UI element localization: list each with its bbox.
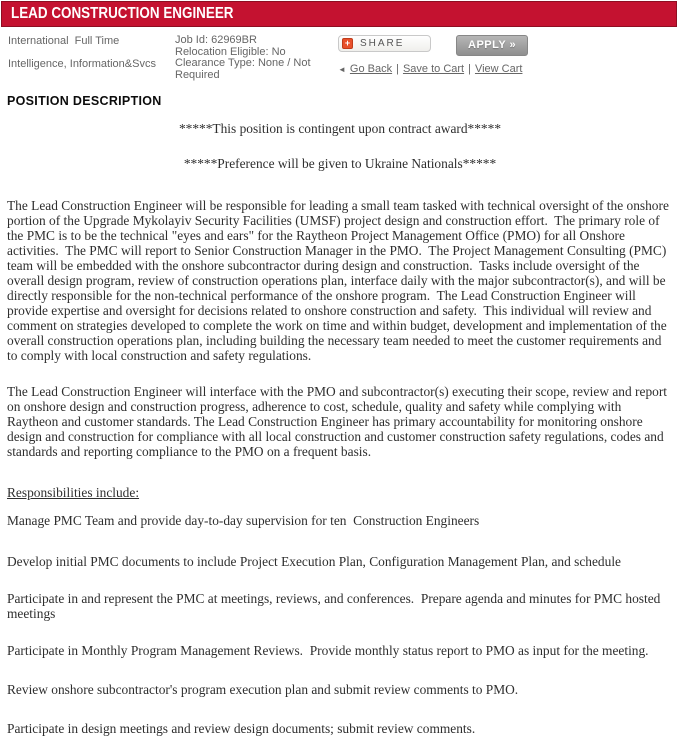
page-title: LEAD CONSTRUCTION ENGINEER	[11, 5, 234, 22]
save-to-cart-link[interactable]: Save to Cart	[402, 63, 465, 75]
responsibility-item: Manage PMC Team and provide day-to-day supervision for ten Construction Engineers	[7, 513, 480, 528]
clearance-type: Clearance Type: None / Not Required	[175, 57, 311, 81]
description-paragraph-1: The Lead Construction Engineer will be responsible for leading a small team tasked with technical oversight of the onshore portion of the Upgrade Mykolayiv Security Facilities (UMSF) project design and construction effort. The primary role of the PMC is to be the technical "eyes and ears" for the Raytheon Project Management Office (PMO) for all Onshore activities. The PMC will report to Senior Construction Manager in the PMO. The Project Management Consulting (PMC) team will be embedded with the onshore subcontractor during design and construction. Tasks include oversight of the overall design program, review of construction operations plan, interface daily with the major subcontractor(s), and will be directly responsible for the non-technical performance of the onshore program. The Lead Construction Engineer will provide expertise and oversight for decisions related to onshore construction and safety. This individual will review and comment on strategies developed to complete the work on time and within budget, development and implementation of the overall construction operations plan, including building the necessary team needed to meet the customer requirements and to comply with local construction and safety regulations.	[7, 198, 673, 363]
action-button-row	[338, 35, 672, 56]
meta-column-right	[338, 35, 672, 75]
position-description-heading: POSITION DESCRIPTION	[7, 94, 162, 108]
responsibility-item: Participate in design meetings and review design documents; submit review comments.	[7, 721, 476, 736]
go-back-link[interactable]: Go Back	[349, 63, 393, 75]
responsibility-item: Participate in Monthly Program Management Reviews. Provide monthly status report to PMO as input for the meeting.	[7, 643, 649, 658]
responsibilities-heading: Responsibilities include:	[7, 485, 140, 500]
cart-links-row	[338, 63, 672, 75]
back-arrow-icon: ◄	[338, 64, 346, 74]
job-business-unit: Intelligence, Information&Svcs	[8, 58, 156, 70]
view-cart-link[interactable]: View Cart	[474, 63, 523, 75]
job-location-type: International Full Time	[8, 35, 120, 47]
meta-column-middle	[175, 35, 338, 81]
link-separator: |	[468, 63, 471, 75]
preference-notice: *****Preference will be given to Ukraine Nationals*****	[183, 156, 497, 171]
responsibility-item: Participate in and represent the PMC at meetings, reviews, and conferences. Prepare agenda and minutes for PMC hosted meetings	[7, 591, 664, 621]
relocation-eligible: Relocation Eligible: No	[175, 45, 286, 58]
meta-column-left	[8, 35, 175, 70]
responsibility-item: Develop initial PMC documents to include Project Execution Plan, Configuration Management Plan, and schedule	[7, 554, 621, 569]
job-meta-section	[0, 27, 680, 81]
description-paragraph-2: The Lead Construction Engineer will interface with the PMO and subcontractor(s) executing their scope, review and report on onshore design and construction progress, adherence to cost, schedule, quality and safety while complying with Raytheon and customer standards. The Lead Construction Engineer has primary accountability for monitoring onshore design and construction for compliance with all local construction and customer construction safety regulations, codes and standards and reporting compliance to the PMO on a frequent basis.	[7, 384, 671, 459]
apply-button[interactable]: APPLY »	[456, 35, 528, 56]
link-separator: |	[396, 63, 399, 75]
job-title-bar	[1, 1, 677, 27]
responsibility-item: Review onshore subcontractor's program execution plan and submit review comments to PMO.	[7, 682, 519, 697]
share-button[interactable]	[338, 35, 431, 52]
share-plus-icon: +	[342, 38, 353, 49]
job-id: Job Id: 62969BR	[175, 34, 257, 46]
contingent-notice: *****This position is contingent upon contract award*****	[178, 121, 502, 136]
share-button-label: SHARE	[360, 38, 405, 49]
